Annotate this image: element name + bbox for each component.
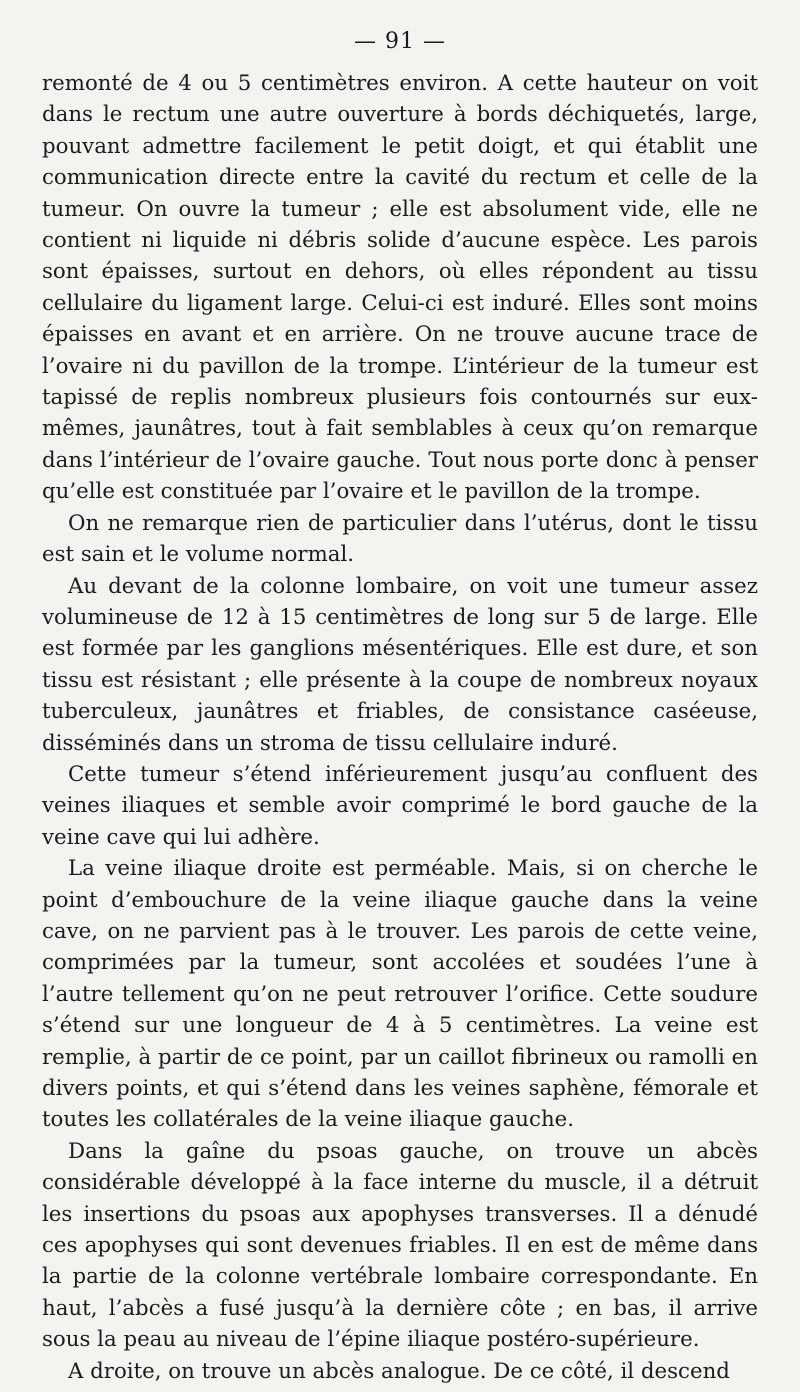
paragraph-3: Au devant de la colonne lombaire, on voit une tumeur assez volumineuse de 12 à 15 centimètres de long sur 5 de large. Elle est formée par les ganglions mésentériques. Elle est dure, et son tissu est résistant ; elle présente à la coupe de nombreux noyaux tuberculeux, jaunâtres et friables, de consistance caséeuse, disséminés dans un stroma de tissu cellulaire induré. (42, 573, 758, 756)
page-number: — 91 — (354, 29, 446, 54)
paragraph-7: A droite, on trouve un abcès analogue. De ce côté, il descend (68, 1358, 730, 1384)
paragraph-1: remonté de 4 ou 5 centimètres environ. A cette hauteur on voit dans le rectum une autre ouverture à bords déchiquetés, large, pouvant admettre facilement le petit doigt, et qui établit une communication directe entre la cavité du rectum et celle de la tumeur. On ouvre la tumeur ; elle est absolument vide, elle ne contient ni liquide ni débris solide d’aucune espèce. Les parois sont épaisses, surtout en dehors, où elles répondent au tissu cellulaire du ligament large. Celui-ci est induré. Elles sont moins épaisses en avant et en arrière. On ne trouve aucune trace de l’ovaire ni du pavillon de la trompe. L’intérieur de la tumeur est tapissé de replis nombreux plusieurs fois contournés sur eux-mêmes, jaunâtres, tout à fait semblables à ceux qu’on remarque dans l’intérieur de l’ovaire gauche. Tout nous porte donc à penser qu’elle est constituée par l’ovaire et le pavillon de la trompe. (42, 71, 758, 505)
paragraph-2: On ne remarque rien de particulier dans l’utérus, dont le tissu est sain et le volume normal. (42, 510, 758, 568)
paragraph-6: Dans la gaîne du psoas gauche, on trouve un abcès considérable développé à la face interne du muscle, il a détruit les insertions du psoas aux apophyses transverses. Il a dénudé ces apophyses qui sont devenues friables. Il en est de même dans la partie de la colonne vertébrale lombaire correspondante. En haut, l’abcès a fusé jusqu’à la dernière côte ; en bas, il arrive sous la peau au niveau de l’épine iliaque postéro-supérieure. (42, 1138, 758, 1353)
body-text (42, 68, 758, 1387)
paragraph-4: Cette tumeur s’étend inférieurement jusqu’au confluent des veines iliaques et semble avoir comprimé le bord gauche de la veine cave qui lui adhère. (42, 761, 758, 850)
paragraph-5: La veine iliaque droite est perméable. Mais, si on cherche le point d’embouchure de la veine iliaque gauche dans la veine cave, on ne parvient pas à le trouver. Les parois de cette veine, comprimées par la tumeur, sont accolées et soudées l’une à l’autre tellement qu’on ne peut retrouver l’orifice. Cette soudure s’étend sur une longueur de 4 à 5 centimètres. La veine est remplie, à partir de ce point, par un caillot fibrineux ou ramolli en divers points, et qui s’étend dans les veines saphène, fémorale et toutes les collatérales de la veine iliaque gauche. (42, 856, 758, 1133)
